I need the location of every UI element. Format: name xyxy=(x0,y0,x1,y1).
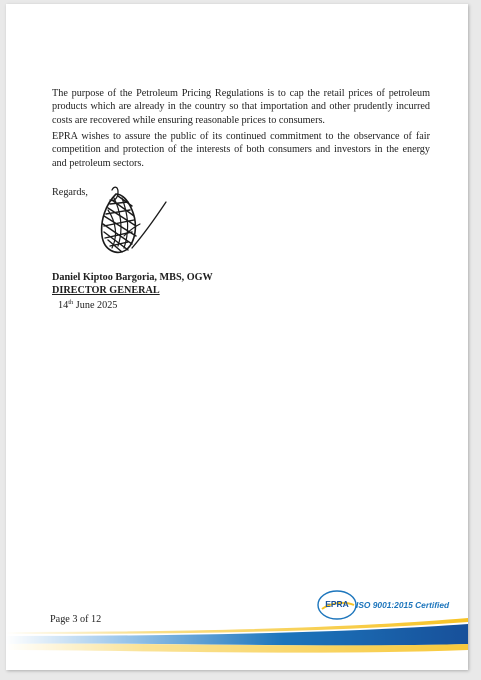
signature-block xyxy=(52,272,213,313)
date-suffix: th xyxy=(68,299,74,307)
iso-certification-label: ISO 9001:2015 Certified xyxy=(356,600,450,610)
signatory-title: DIRECTOR GENERAL xyxy=(52,284,160,296)
letter-date xyxy=(52,297,213,313)
document-page xyxy=(6,4,468,670)
paragraph-commitment: EPRA wishes to assure the public of its continued commitment to the observance of fair competition and protection of the interests of both consumers and investors in the energy and petroleum sectors. xyxy=(52,131,430,169)
epra-logo-text: EPRA xyxy=(325,599,349,609)
signatory-name: Daniel Kiptoo Bargoria, MBS, OGW xyxy=(52,272,213,283)
signature-image xyxy=(88,180,178,262)
date-day: 14 xyxy=(58,300,69,312)
epra-logo xyxy=(316,589,358,621)
closing-regards: Regards, xyxy=(52,187,88,198)
paragraph-purpose: The purpose of the Petroleum Pricing Regulations is to cap the retail prices of petroleum products which are already in the country so that importation and other prudently incurred costs are recovered while ensuring reasonable prices to consumers. xyxy=(52,88,430,126)
page-number: Page 3 of 12 xyxy=(50,614,102,625)
date-month-year: June 2025 xyxy=(73,300,118,312)
